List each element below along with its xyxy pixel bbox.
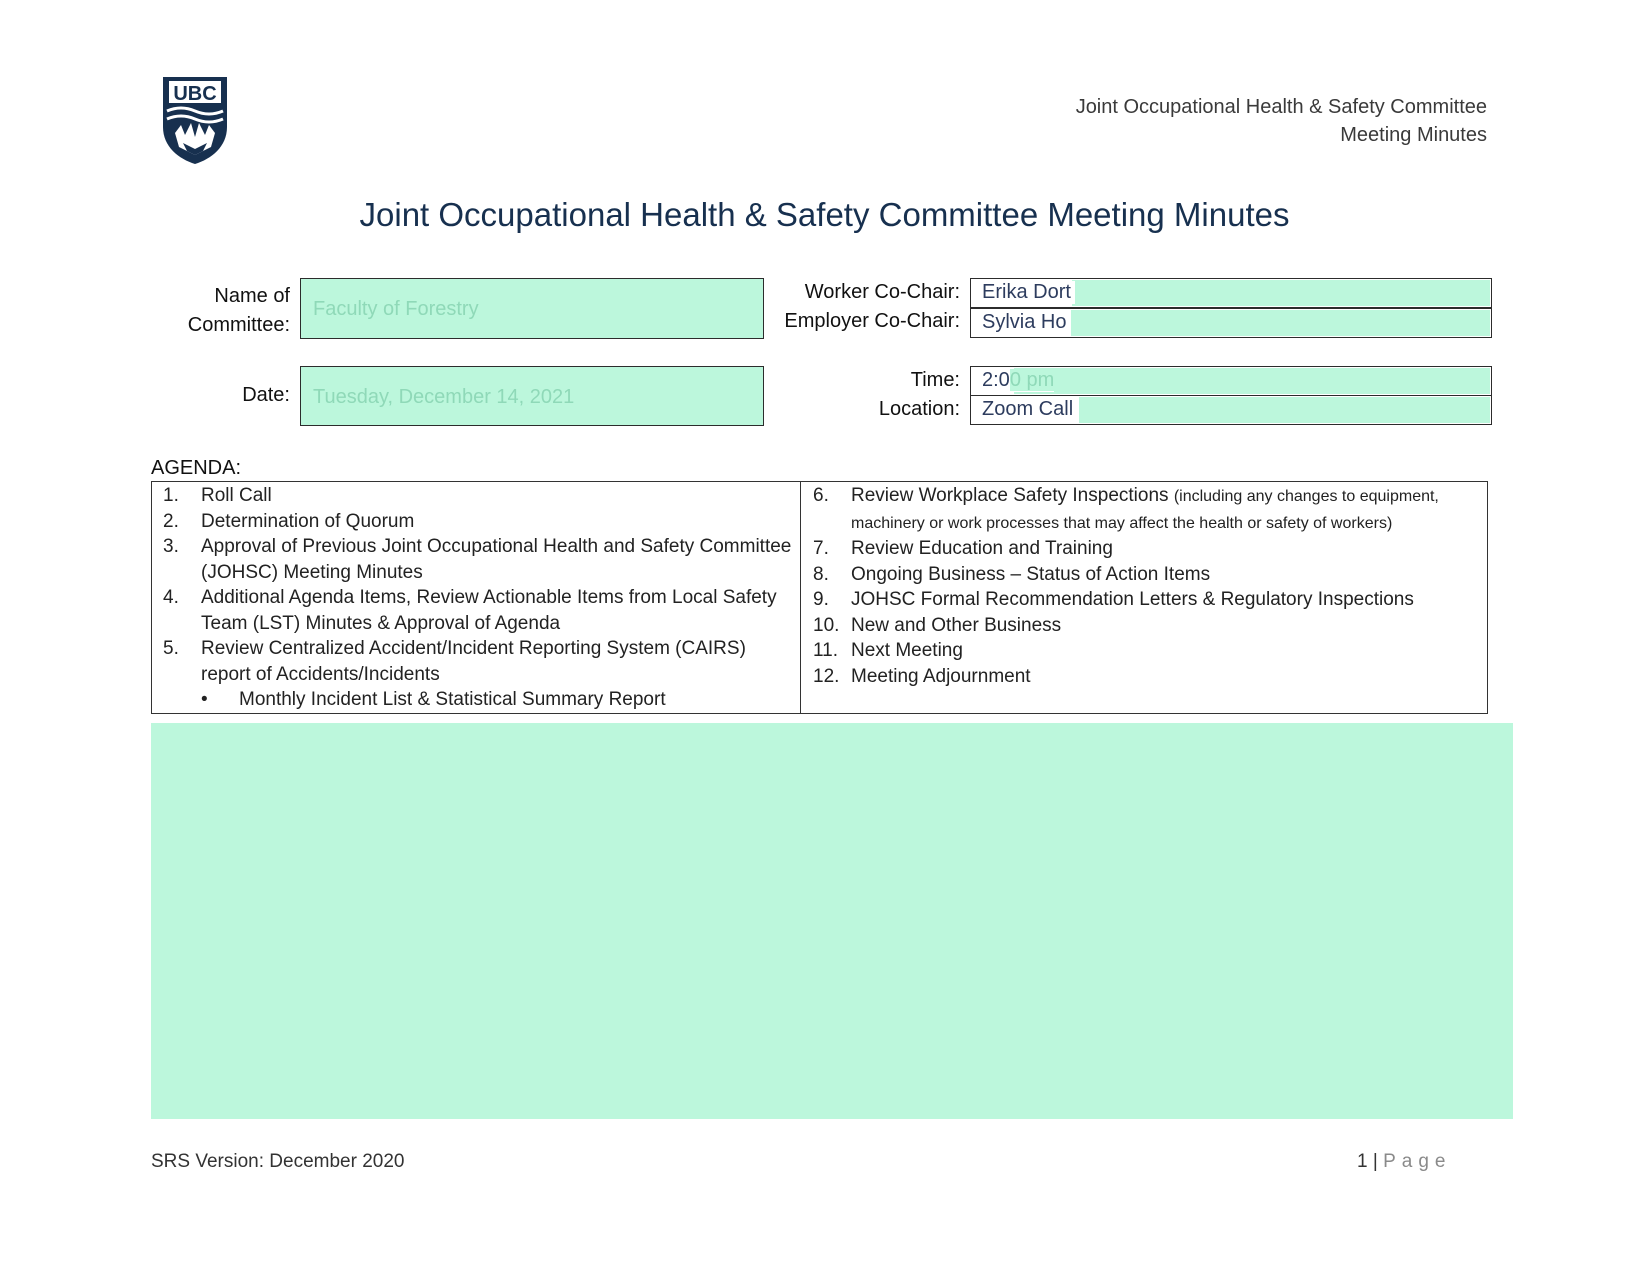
agenda-item-6-note-2: machinery or work processes that may affect the health or safety of workers): [851, 514, 1393, 532]
location-field[interactable]: [970, 395, 1492, 425]
page-number: 1: [1357, 1151, 1368, 1172]
employer-co-chair-field[interactable]: [970, 308, 1492, 338]
committee-name-field[interactable]: Faculty of Forestry: [300, 278, 764, 339]
agenda-item: [163, 585, 793, 636]
highlighted-content-area[interactable]: [151, 723, 1513, 1119]
agenda-item-6-main: Review Workplace Safety Inspections: [851, 485, 1169, 506]
agenda-left-column: [163, 483, 793, 713]
agenda-item-number: 5.: [163, 638, 179, 659]
agenda-item: [813, 536, 1483, 562]
time-value-part-2: 0 pm: [1009, 369, 1055, 391]
bullet-icon: •: [201, 689, 208, 710]
time-label: Time:: [910, 369, 960, 391]
location-value: Zoom Call: [982, 398, 1077, 421]
agenda-item: 6. Review Workplace Safety Inspections (including any changes to equipment, machinery or work processes that may affect the health or safety of workers): [813, 483, 1483, 536]
agenda-item: [163, 509, 793, 535]
agenda-item-text: Review Education and Training: [851, 538, 1113, 559]
agenda-item-text: Ongoing Business – Status of Action Items: [851, 563, 1211, 585]
document-title: Joint Occupational Health & Safety Committee Meeting Minutes: [359, 196, 1290, 233]
agenda-sub-item: [163, 687, 793, 713]
employer-co-chair-value: Sylvia Ho: [982, 311, 1070, 334]
date-label: Date:: [242, 384, 290, 406]
logo-text: UBC: [173, 83, 217, 105]
location-label: Location:: [878, 398, 960, 420]
agenda-item: [163, 483, 793, 509]
agenda-item-text: [851, 483, 1439, 536]
agenda-item-number: 12.: [813, 665, 840, 687]
agenda-item: [813, 664, 1483, 690]
agenda-item: [813, 613, 1483, 639]
ubc-logo: [161, 75, 229, 165]
agenda-item-text: Next Meeting: [851, 640, 963, 661]
header-line-2: Meeting Minutes: [1340, 124, 1487, 146]
agenda-item-text: [201, 636, 746, 687]
time-field[interactable]: [970, 366, 1492, 396]
page-separator: |: [1372, 1151, 1378, 1172]
worker-co-chair-field[interactable]: [970, 278, 1492, 308]
agenda-item-number: 4.: [163, 587, 179, 608]
agenda-item-6-note-1: (including any changes to equipment,: [1173, 488, 1439, 505]
time-value: [982, 369, 1054, 392]
agenda-right-column: [813, 483, 1483, 689]
agenda-item-number: 10.: [813, 614, 840, 636]
committee-label-line-1: Name of: [214, 285, 290, 307]
agenda-item: [163, 636, 793, 687]
agenda-item-number: 7.: [813, 538, 829, 559]
agenda-sub-item-text: Monthly Incident List & Statistical Summary Report: [239, 689, 666, 710]
agenda-item-number: 8.: [813, 563, 829, 585]
agenda-item-line: Approval of Previous Joint Occupational Health and Safety Committee: [201, 536, 792, 557]
agenda-item: [813, 587, 1483, 613]
agenda-item-text: [201, 585, 777, 636]
agenda-item-text: [201, 534, 791, 585]
employer-co-chair-label: Employer Co-Chair:: [784, 310, 960, 332]
agenda-item-line: Review Centralized Accident/Incident Reporting System (CAIRS): [201, 638, 746, 659]
agenda-item-text: Roll Call: [201, 485, 272, 506]
agenda-item-text: Determination of Quorum: [201, 510, 415, 532]
page-word: Page: [1383, 1151, 1452, 1172]
agenda-item-number: 1.: [163, 485, 179, 506]
agenda-item-text: Meeting Adjournment: [851, 665, 1031, 687]
worker-co-chair-value: Erika Dort: [982, 281, 1075, 304]
date-field[interactable]: Tuesday, December 14, 2021: [300, 366, 764, 426]
agenda-item-line: Team (LST) Minutes & Approval of Agenda: [201, 612, 561, 634]
footer-version: SRS Version: December 2020: [151, 1151, 405, 1172]
agenda-item-text: New and Other Business: [851, 614, 1062, 636]
agenda-divider: [800, 481, 801, 714]
time-value-part-1: 2:0: [982, 369, 1010, 391]
agenda-item-line: Additional Agenda Items, Review Actionable Items from Local Safety: [201, 587, 777, 608]
agenda-item: [813, 562, 1483, 588]
committee-label-line-2: Committee:: [187, 314, 290, 336]
agenda-item-line: (JOHSC) Meeting Minutes: [201, 561, 423, 583]
agenda-item: [163, 534, 793, 585]
agenda-item-number: 3.: [163, 536, 179, 557]
header-line-1: Joint Occupational Health & Safety Committee: [1075, 96, 1487, 118]
agenda-item-number: 9.: [813, 589, 829, 610]
agenda-item-number: 11.: [813, 640, 839, 661]
agenda-item-text: JOHSC Formal Recommendation Letters & Regulatory Inspections: [851, 589, 1414, 610]
committee-name-label: [160, 282, 290, 340]
page-header: [1076, 93, 1487, 149]
footer-page-number: [1357, 1151, 1451, 1173]
agenda-item: [813, 638, 1483, 664]
agenda-heading: AGENDA:: [151, 457, 242, 479]
agenda-item-line: report of Accidents/Incidents: [201, 663, 440, 685]
agenda-item-number: 2.: [163, 510, 179, 532]
worker-co-chair-label: Worker Co-Chair:: [804, 281, 960, 303]
